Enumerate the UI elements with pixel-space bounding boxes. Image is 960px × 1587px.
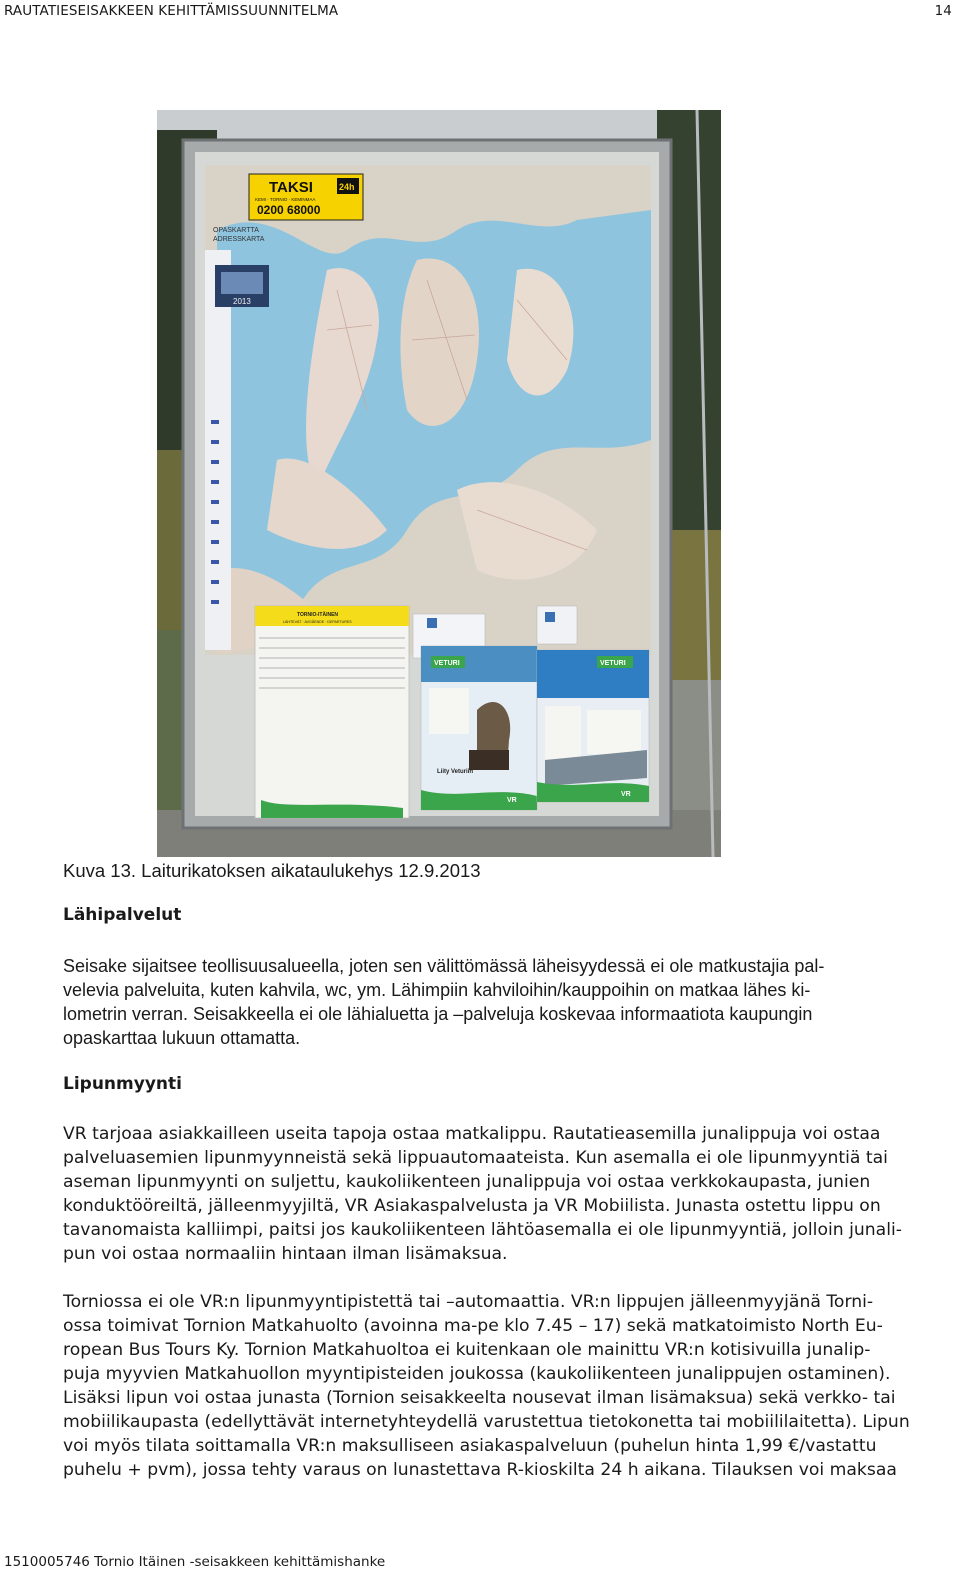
text-line: voi myös tilata soittamalla VR:n maksulliseen asiakaspalveluun (puhelun hinta 1,99 €/vastattu xyxy=(63,1436,877,1456)
taxi-city: KEMI · TORNIO · KEMINMAA xyxy=(255,197,316,202)
map-year: 2013 xyxy=(233,297,251,306)
taxi-brand: TAKSI xyxy=(269,179,313,196)
poster-right-brand: VETURI xyxy=(600,660,626,667)
text-line: lometrin verran. Seisakkeella ei ole lähialuetta ja –palveluja koskevaa informaatiota kaupungin xyxy=(63,1004,813,1024)
text-line: Seisake sijaitsee teollisuusalueella, joten sen välittömässä läheisyydessä ei ole matkustajia pal- xyxy=(63,956,825,976)
text-line: velevia palveluita, kuten kahvila, wc, ym. Lähimpiin kahviloihin/kauppoihin on matkaa lähes ki- xyxy=(63,980,811,1000)
text-line: palveluasemien lipunmyynneistä sekä lippuautomaateista. Kun asemalla ei ole lipunmyyntiä tai xyxy=(63,1148,888,1168)
heading-lipunmyynti: Lipunmyynti xyxy=(63,1074,182,1094)
text-line: Lisäksi lipun voi ostaa junasta (Tornion seisakkeelta nousevat ilman lisämaksua) sekä verkko- tai xyxy=(63,1388,896,1408)
poster-right-logo: VR xyxy=(621,791,631,798)
paragraph-lipunmyynti-1 xyxy=(63,1122,933,1266)
text-line: Torniossa ei ole VR:n lipunmyyntipistettä tai –automaattia. VR:n lippujen jälleenmyyjänä Torni- xyxy=(63,1292,874,1312)
paragraph-lipunmyynti-2 xyxy=(63,1290,933,1482)
text-line: ossa toimivat Tornion Matkahuolto (avoinna ma-pe klo 7.45 – 17) sekä matkatoimisto North Eu- xyxy=(63,1316,883,1336)
text-line: puhelu + pvm), jossa tehty varaus on lunastettava R-kioskilta 24 h aikana. Tilauksen voi maksaa xyxy=(63,1460,897,1480)
text-line: aseman lipunmyynti on suljettu, kaukoliikenteen junalippuja voi ostaa verkkokaupasta, junien xyxy=(63,1172,871,1192)
taxi-phone: 0200 68000 xyxy=(257,203,321,217)
photo-timetable-frame xyxy=(157,110,721,857)
text-line: pun voi ostaa normaaliin hintaan ilman lisämaksua. xyxy=(63,1244,508,1264)
text-line: ropean Bus Tours Ky. Tornion Matkahuoltoa ei kuitenkaan ole mainittu VR:n kotisivuilla junalip- xyxy=(63,1340,871,1360)
poster-left-logo: VR xyxy=(507,797,517,804)
figure-caption: Kuva 13. Laiturikatoksen aikataulukehys 12.9.2013 xyxy=(63,860,481,881)
paragraph-lahipalvelut xyxy=(63,954,933,1050)
page-header xyxy=(4,3,952,23)
text-line: puja myyvien Matkahuollon myyntipisteiden joukossa (kaukoliikenteen junalippujen ostaminen). xyxy=(63,1364,891,1384)
document-title: RAUTATIESEISAKKEEN KEHITTÄMISSUUNNITELMA xyxy=(4,3,339,19)
page-number: 14 xyxy=(934,3,952,19)
map-label-1: OPASKARTTA xyxy=(213,227,259,234)
text-line: VR tarjoaa asiakkailleen useita tapoja ostaa matkalippu. Rautatieasemilla junalippuja voi ostaa xyxy=(63,1124,881,1144)
text-line: mobiilikaupasta (edellyttävät internetyhteydellä varustettua tietokonetta tai mobiililaitetta). Lipun xyxy=(63,1412,910,1432)
text-line: opaskarttaa lukuun ottamatta. xyxy=(63,1028,301,1048)
text-line: konduktööreiltä, jälleenmyyjiltä, VR Asiakaspalvelusta ja VR Mobiilista. Junasta ostettu lippu on xyxy=(63,1196,881,1216)
text-line: tavanomaista kalliimpi, paitsi jos kaukoliikenteen lähtöasemalla ei ole lipunmyyntiä, jolloin junali- xyxy=(63,1220,902,1240)
poster-left-slogan: Liity Veturiin xyxy=(437,769,474,775)
heading-lahipalvelut: Lähipalvelut xyxy=(63,905,182,925)
page-footer: 1510005746 Tornio Itäinen -seisakkeen kehittämishanke xyxy=(4,1554,386,1570)
timetable-subtitle: LÄHTEVÄT · AVGÅENDE · DEPARTURES xyxy=(283,620,352,624)
map-label-2: ADRESSKARTA xyxy=(213,236,265,243)
poster-left-brand: VETURI xyxy=(434,660,460,667)
timetable-title: TORNIO-ITÄINEN xyxy=(297,612,339,618)
taxi-hours: 24h xyxy=(339,182,355,192)
